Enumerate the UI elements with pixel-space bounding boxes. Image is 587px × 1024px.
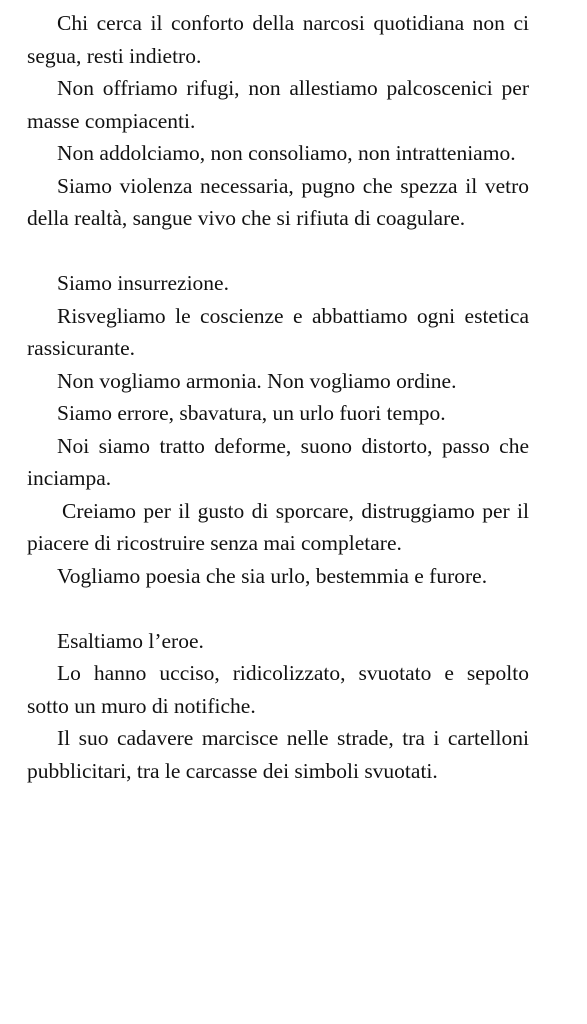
stanza-separator	[27, 235, 529, 268]
paragraph: Creiamo per il gusto di sporcare, distruggiamo per il piacere di ricostruire senza mai completare.	[27, 498, 529, 555]
paragraph: Risvegliamo le coscienze e abbattiamo ogni estetica rassicurante.	[27, 303, 529, 360]
paragraph: Esaltiamo l’eroe.	[57, 628, 204, 653]
paragraph: Non offriamo rifugi, non allestiamo palcoscenici per masse compiacenti.	[27, 76, 529, 133]
stanza-2	[27, 267, 529, 592]
paragraph: Non vogliamo armonia. Non vogliamo ordine.	[57, 368, 457, 393]
paragraph: Noi siamo tratto deforme, suono distorto, passo che inciampa.	[27, 433, 529, 490]
stanza-separator	[27, 592, 529, 625]
stanza-1	[27, 7, 529, 235]
paragraph: Il suo cadavere marcisce nelle strade, tra i cartelloni pubblicitari, tra le carcasse dei simboli svuotati.	[27, 726, 529, 783]
paragraph: Siamo violenza necessaria, pugno che spezza il vetro della realtà, sangue vivo che si rifiuta di coagulare.	[27, 173, 529, 230]
paragraph: Non addolciamo, non consoliamo, non intratteniamo.	[57, 141, 516, 165]
paragraph: Lo hanno ucciso, ridicolizzato, svuotato e sepolto sotto un muro di notifiche.	[27, 661, 529, 718]
paragraph: Vogliamo poesia che sia urlo, bestemmia e furore.	[57, 563, 488, 588]
stanza-3	[27, 625, 529, 788]
paragraph: Siamo insurrezione.	[57, 271, 229, 295]
document-page	[27, 0, 529, 787]
paragraph: Siamo errore, sbavatura, un urlo fuori tempo.	[57, 401, 446, 425]
paragraph: Chi cerca il conforto della narcosi quotidiana non ci segua, resti indietro.	[27, 11, 529, 68]
